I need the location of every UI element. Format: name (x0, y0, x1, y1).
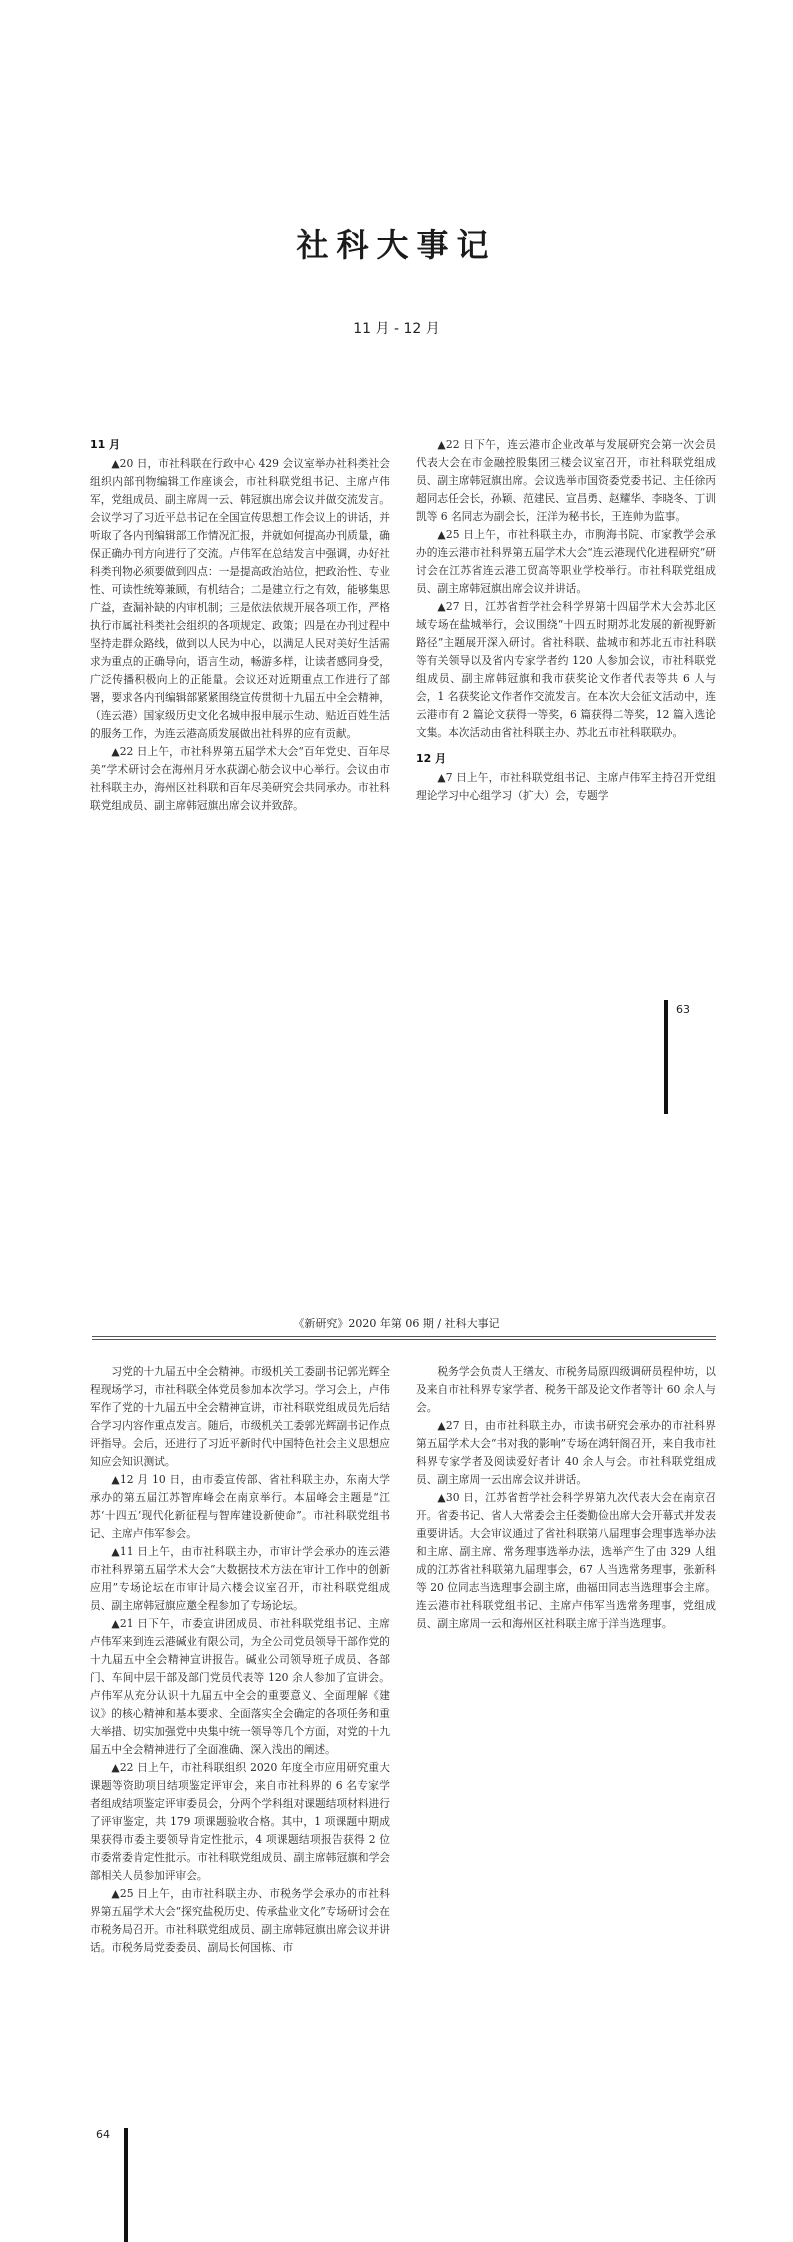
event-paragraph: ▲11 日上午，由市社科联主办，市审计学会承办的连云港市社科界第五届学术大会“大数据技术方法在审计工作中的创新应用”专场论坛在市审计局六楼会议室召开，市社科联党组成员、副主席韩冠旗应邀全程参加了专场论坛。 (90, 1545, 390, 1612)
page-subtitle: 11 月 - 12 月 (353, 321, 440, 337)
month-heading-december: 12 月 (416, 752, 447, 765)
header-rule (92, 1336, 716, 1337)
header-rule (92, 1339, 716, 1340)
page-number-bar (664, 1000, 668, 1114)
event-paragraph: ▲27 日，由市社科联主办，市读书研究会承办的市社科界第五届学术大会“书对我的影响”专场在鸿轩阁召开，来自我市社科界专家学者及阅读爱好者计 40 余人与会。市社科联党组成员、副主席周一云出席会议并讲话。 (416, 1419, 716, 1486)
page1-right-column (416, 436, 716, 805)
page-number: 63 (676, 1003, 690, 1016)
page2-right-column (416, 1363, 716, 1633)
event-paragraph: 习党的十九届五中全会精神。市级机关工委副书记郭光辉全程现场学习，市社科联全体党员参加本次学习。学习会上，卢伟军作了党的十九届五中全会精神宣讲，市社科联党组成员先后结合学习内容作重点发言。随后，市级机关工委郭光辉副书记作点评指导。会后，还进行了习近平新时代中国特色社会主义思想应知应会知识测试。 (90, 1365, 390, 1468)
event-paragraph: ▲20 日，市社科联在行政中心 429 会议室举办社科类社会组织内部刊物编辑工作座谈会，市社科联党组书记、主席卢伟军，党组成员、副主席周一云、韩冠旗出席会议并做交流发言。会议学习了习近平总书记在全国宣传思想工作会议上的讲话，并听取了各内刊编辑部工作情况汇报，并就如何提高办刊质量，确保正确办刊方向进行了交流。卢伟军在总结发言中强调，办好社科类刊物必须要做到四点：一是提高政治站位，把政治性、专业性、可读性统筹兼顾，有机结合；二是建立行之有效，能够集思广益，查漏补缺的内审机制；三是依法依规开展各项工作，严格执行市属社科类社会组织的各项规定、政策；四是在办刊过程中坚持走群众路线，做到以人民为中心，以满足人民对美好生活需求为重点的正确导向，语言生动，畅游多样，让读者感同身受，广泛传播积极向上的正能量。会议还对近期重点工作进行了部署，要求各内刊编辑部紧紧围绕宣传贯彻十九届五中全会精神，（连云港）国家级历史文化名城申报申展示生动、贴近百姓生活的服务工作，为连云港高质发展做出社科界的应有贡献。 (90, 457, 390, 740)
event-paragraph: ▲30 日，江苏省哲学社会科学界第九次代表大会在南京召开。省委书记、省人大常委会主任娄勤俭出席大会开幕式并发表重要讲话。大会审议通过了省社科联第八届理事会理事选举办法和主席、副主席、常务理事选举办法，选举产生了由 329 人组成的江苏省社科联第九届理事会，67 人当选常务理事，张新科等 20 位同志当选理事会副主席，曲福田同志当选理事会主席。连云港市社科联党组书记、主席卢伟军当选常务理事，党组成员、副主席周一云和海州区社科联主席于洋当选理事。 (416, 1491, 716, 1630)
running-header: 《新研究》2020 年第 06 期 / 社科大事记 (293, 1317, 500, 1330)
page1-left-column (90, 436, 390, 815)
event-paragraph: ▲25 日上午，由市社科联主办、市税务学会承办的市社科界第五届学术大会“探究盐税历史、传承盐业文化”专场研讨会在市税务局召开。市社科联党组成员、副主席韩冠旗出席会议并讲话。市税务局党委委员、副局长何国栋、市 (90, 1887, 390, 1954)
page-number: 64 (96, 2128, 110, 2141)
event-paragraph: ▲22 日下午，连云港市企业改革与发展研究会第一次会员代表大会在市金融控股集团三楼会议室召开，市社科联党组成员、副主席韩冠旗出席。会议选举市国资委党委书记、主任徐丙超同志任会长，孙颖、范建民、宣昌勇、赵耀华、李晓冬、丁训凯等 6 名同志为副会长，汪洋为秘书长，王连帅为监事。 (416, 438, 716, 523)
page-number-bar (124, 2128, 128, 2242)
event-paragraph: 税务学会负责人王缮友、市税务局原四级调研员程仲坊，以及来自市社科界专家学者、税务干部及论文作者等计 60 余人与会。 (416, 1365, 716, 1414)
page2-left-column (90, 1363, 390, 1957)
event-paragraph: ▲12 月 10 日，由市委宣传部、省社科联主办，东南大学承办的第五届江苏智库峰会在南京举行。本届峰会主题是“江苏‘十四五’现代化新征程与智库建设新使命”。市社科联党组书记、主席卢伟军参会。 (90, 1473, 390, 1540)
page-title: 社科大事记 (296, 226, 497, 264)
event-paragraph: ▲25 日上午，市社科联主办，市朐海书院、市家教学会承办的连云港市社科界第五届学术大会“连云港现代化进程研究”研讨会在江苏省连云港工贸高等职业学校举行。市社科联党组成员、副主席韩冠旗出席会议并讲话。 (416, 528, 716, 595)
event-paragraph: ▲22 日上午，市社科联组织 2020 年度全市应用研究重大课题等资助项目结项鉴定评审会，来自市社科界的 6 名专家学者组成结项鉴定评审委员会，分两个学科组对课题结项材料进行了评审鉴定，共 179 项课题验收合格。其中，1 项课题中期成果获得市委主要领导肯定性批示，4 项课题结项报告获得 2 位市委常委肯定性批示。市社科联党组成员、副主席韩冠旗和学会部相关人员参加评审会。 (90, 1761, 390, 1882)
month-heading-november: 11 月 (90, 438, 121, 451)
event-paragraph: ▲27 日，江苏省哲学社会科学界第十四届学术大会苏北区域专场在盐城举行，会议围绕“十四五时期苏北发展的新视野新路径”主题展开深入研讨。省社科联、盐城市和苏北五市社科联等有关领导以及省内专家学者约 120 人参加会议，市社科联党组成员、副主席韩冠旗和我市获奖论文作者代表等共 6 人与会，1 名获奖论文作者作交流发言。在本次大会征文活动中，连云港市有 2 篇论文获得一等奖，6 篇获得二等奖，12 篇入选论文集。本次活动由省社科联主办、苏北五市社科联联办。 (416, 600, 716, 739)
event-paragraph: ▲22 日上午，市社科界第五届学术大会“百年党史、百年尽美”学术研讨会在海州月牙水荻湖心舫会议中心举行。会议由市社科联主办，海州区社科联和百年尽美研究会共同承办。市社科联党组成员、副主席韩冠旗出席会议并致辞。 (90, 745, 390, 812)
event-paragraph: ▲7 日上午，市社科联党组书记、主席卢伟军主持召开党组理论学习中心组学习（扩大）会，专题学 (416, 771, 716, 802)
event-paragraph: ▲21 日下午，市委宣讲团成员、市社科联党组书记、主席卢伟军来到连云港碱业有限公司，为全公司党员领导干部作党的十九届五中全会精神宣讲报告。碱业公司领导班子成员、各部门、车间中层干部及部门党员代表等 120 余人参加了宣讲会。卢伟军从充分认识十九届五中全会的重要意义、全面理解《建议》的核心精神和基本要求、全面落实全会确定的各项任务和重大举措、切实加强党中央集中统一领导等几个方面，对党的十九届五中全会精神进行了全面准确、深入浅出的阐述。 (90, 1617, 390, 1756)
